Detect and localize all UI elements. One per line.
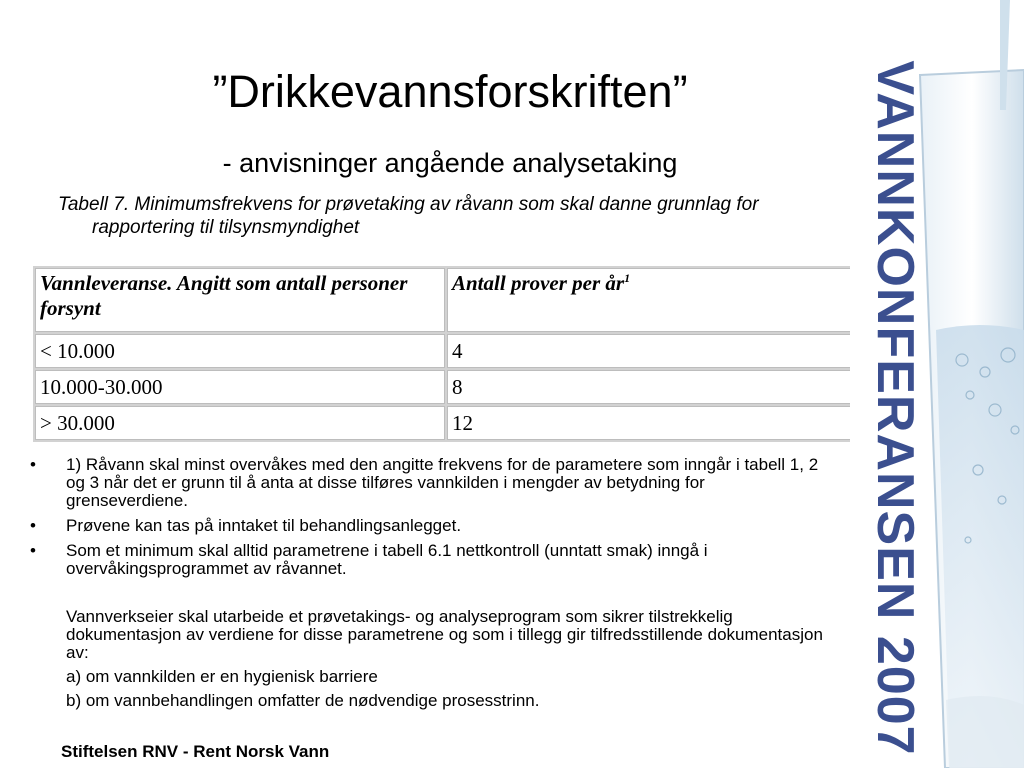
sampling-frequency-table — [33, 266, 853, 442]
table-cell: < 10.000 — [35, 334, 445, 368]
slide-subtitle: - anvisninger angående analysetaking — [222, 148, 678, 178]
header-footnote-marker: 1 — [624, 271, 631, 285]
bullet-text: Prøvene kan tas på inntaket til behandlingsanlegget. — [66, 516, 462, 535]
table-caption: Tabell 7. Minimumsfrekvens for prøvetaking av råvann som skal danne grunnlag for rapportering til tilsynsmyndighet — [58, 194, 759, 238]
table-row — [35, 370, 851, 404]
table-cell: > 30.000 — [35, 406, 445, 440]
bullet-item — [30, 456, 830, 510]
water-glass-banner — [850, 0, 1024, 768]
requirement-b: b) om vannbehandlingen omfatter de nødvendige prosesstrinn. — [66, 691, 540, 710]
slide-footer: Stiftelsen RNV - Rent Norsk Vann — [61, 742, 330, 761]
header-cell-supply — [35, 268, 445, 332]
requirements-paragraph: Vannverkseier skal utarbeide et prøvetakings- og analyseprogram som sikrer tilstrekkelig dokumentasjon av verdiene for disse parametrene og som i tillegg gir tilfredsstillende dokumentasjon av: — [66, 607, 823, 662]
table-row — [35, 406, 851, 440]
table-header-row — [35, 268, 851, 332]
table-row — [35, 334, 851, 368]
bullet-marker: • — [30, 455, 36, 474]
header-cell-samples — [447, 268, 851, 332]
slide-title: ”Drikkevannsforskriften” — [212, 66, 688, 117]
bullet-text: Som et minimum skal alltid parametrene i tabell 6.1 nettkontroll (unntatt smak) inngå i overvåkingsprogrammet av råvannet. — [66, 541, 708, 578]
table-cell: 8 — [447, 370, 851, 404]
bullet-item — [30, 542, 830, 578]
table-cell: 10.000-30.000 — [35, 370, 445, 404]
slide-body — [30, 456, 830, 716]
bullet-text: 1) Råvann skal minst overvåkes med den angitte frekvens for de parametere som inngår i tabell 1, 2 og 3 når det er grunn til å anta at disse tilføres vannkilden i mengder av betydning for grenseverdiene. — [66, 455, 819, 510]
vannkonferansen-banner-text: VANNKONFERANSEN 2007 — [866, 60, 924, 756]
table-cell: 4 — [447, 334, 851, 368]
bullet-item — [30, 517, 830, 535]
bullet-marker: • — [30, 541, 36, 560]
header-text-samples: Antall prover per år — [452, 271, 625, 295]
table-cell: 12 — [447, 406, 851, 440]
requirement-a: a) om vannkilden er en hygienisk barriere — [66, 667, 378, 686]
bullet-marker: • — [30, 516, 36, 535]
header-text-supply: Vannleveranse. Angitt som antall personer forsynt — [40, 271, 408, 320]
